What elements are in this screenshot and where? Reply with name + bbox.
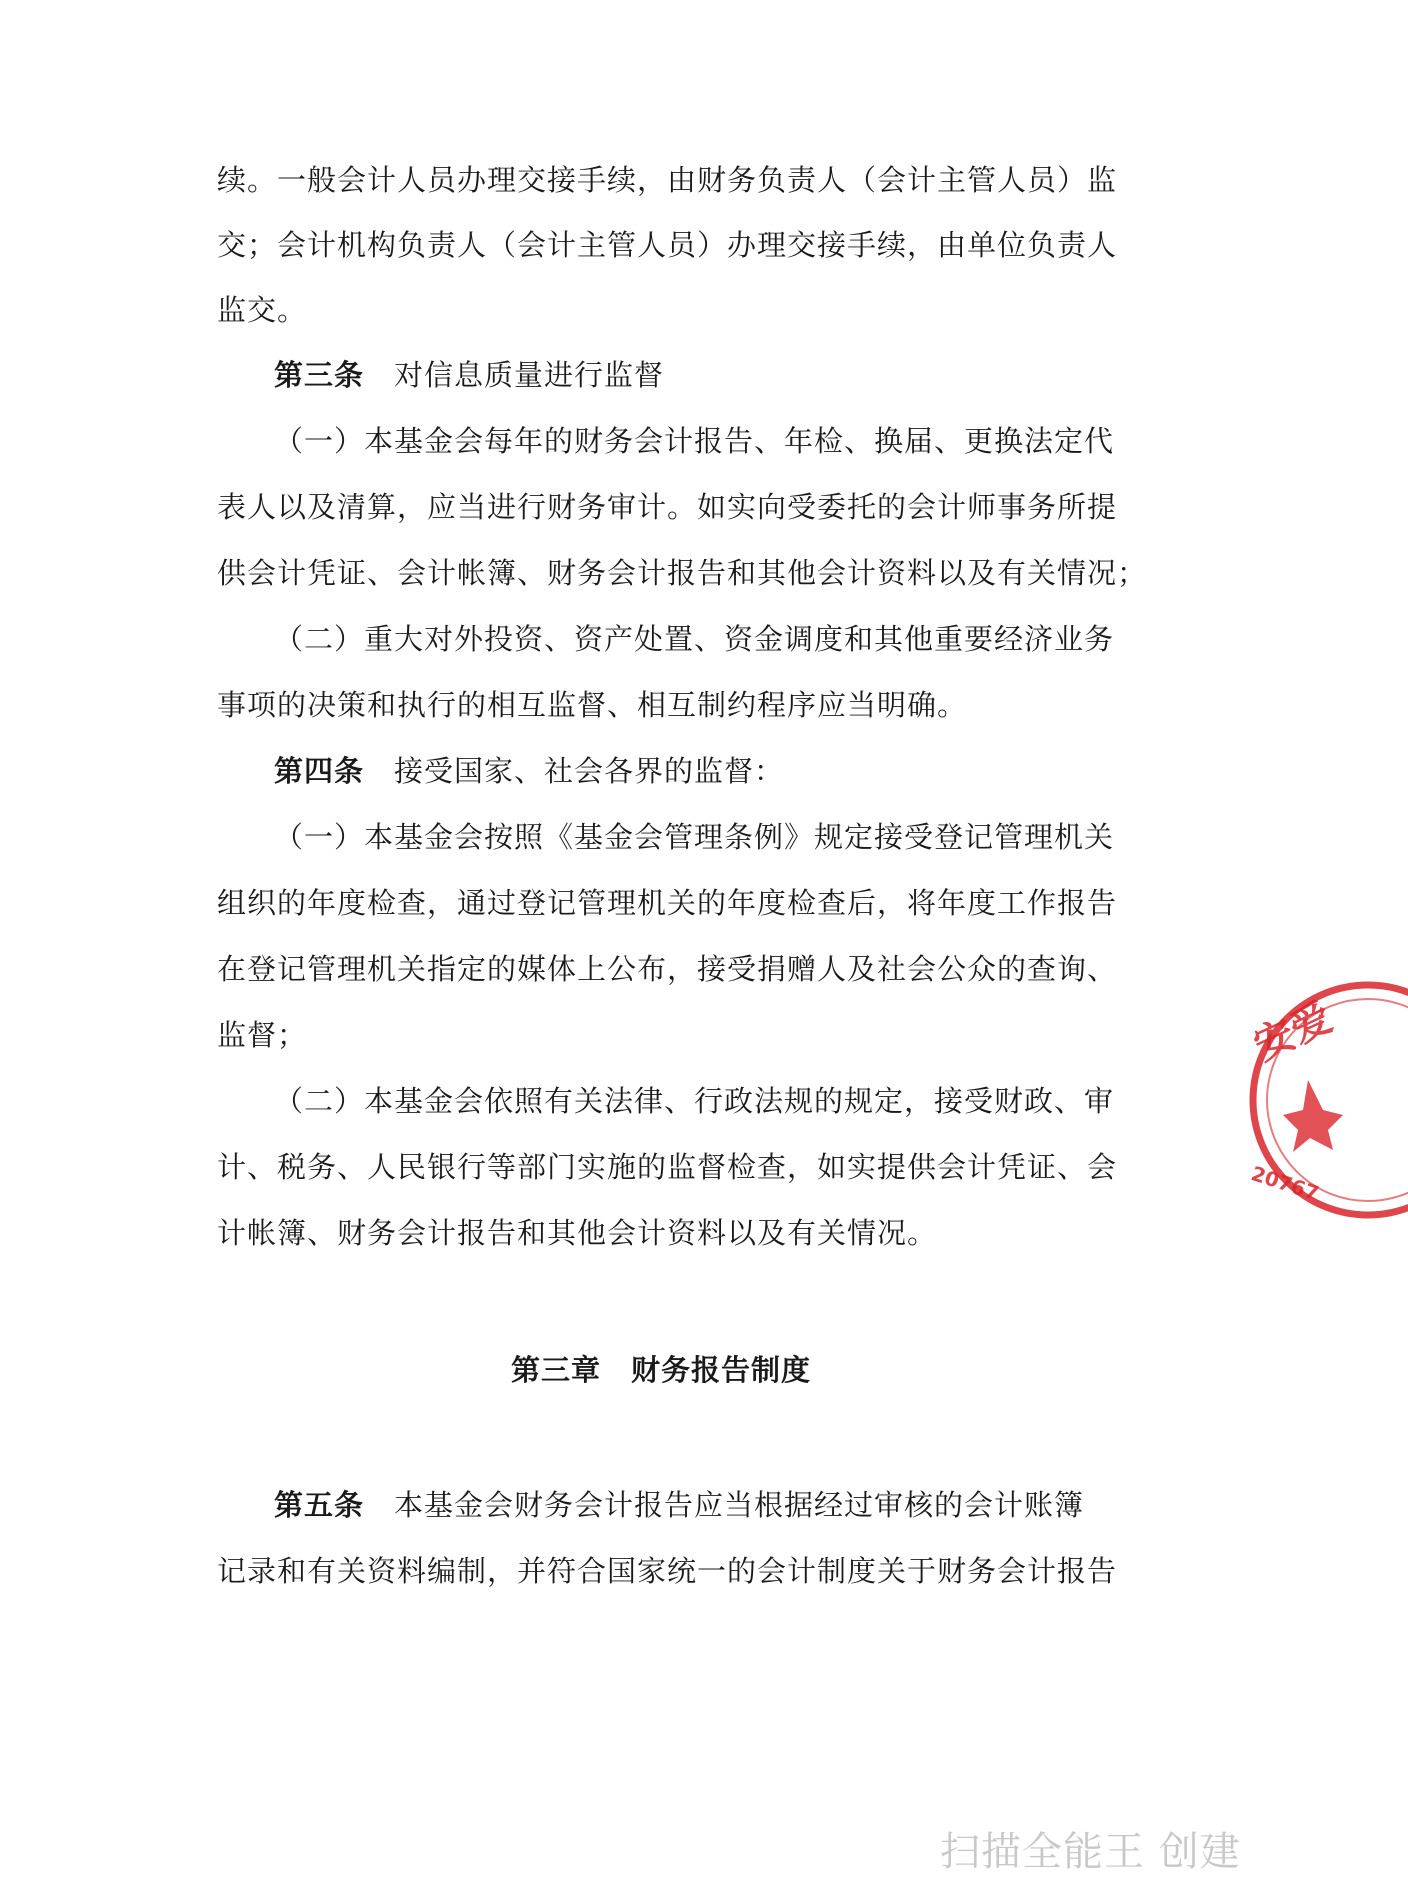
para1-line-3: 监交。: [217, 293, 308, 327]
article3-item1-line-1: （一）本基金会每年的财务会计报告、年检、换届、更换法定代: [274, 424, 1115, 458]
article3-item2-line-1: （二）重大对外投资、资产处置、资金调度和其他重要经济业务: [274, 622, 1115, 656]
chapter3-heading: [0, 1352, 1322, 1388]
article3-item2-line-2: 事项的决策和执行的相互监督、相互制约程序应当明确。: [217, 688, 968, 722]
svg-text:20767: 20767: [1248, 1161, 1322, 1206]
article4-item2-line-2: 计、税务、人民银行等部门实施的监督检查，如实提供会计凭证、会: [217, 1150, 1118, 1184]
article5-heading: [274, 1487, 1084, 1523]
article4-item1-line-3: 在登记管理机关指定的媒体上公布，接受捐赠人及社会公众的查询、: [217, 952, 1118, 986]
article4-item1-line-1: （一）本基金会按照《基金会管理条例》规定接受登记管理机关: [274, 820, 1115, 854]
chapter3-title: 财务报告制度: [631, 1353, 812, 1387]
article4-item1-line-4: 监督；: [217, 1018, 308, 1052]
article4-item2-line-3: 计帐簿、财务会计报告和其他会计资料以及有关情况。: [217, 1216, 938, 1250]
scanner-watermark: 扫描全能王 创建: [940, 1829, 1241, 1875]
article3-heading: [274, 357, 664, 393]
svg-text:安爱: 安爱: [1246, 993, 1340, 1070]
article5-number: 第五条: [274, 1488, 365, 1522]
article3-item1-line-2: 表人以及清算，应当进行财务审计。如实向受委托的会计师事务所提: [217, 490, 1118, 524]
article3-item1-line-3: 供会计凭证、会计帐簿、财务会计报告和其他会计资料以及有关情况；: [217, 556, 1148, 590]
article4-heading: [274, 753, 784, 789]
chapter3-number: 第三章: [510, 1353, 601, 1387]
article5-text: 本基金会财务会计报告应当根据经过审核的会计账簿: [394, 1488, 1085, 1522]
article4-number: 第四条: [274, 754, 365, 788]
article4-item1-line-2: 组织的年度检查，通过登记管理机关的年度检查后，将年度工作报告: [217, 886, 1118, 920]
red-seal-stamp: [1248, 970, 1408, 1230]
article4-title: 接受国家、社会各界的监督：: [394, 754, 785, 788]
article5-line-2: 记录和有关资料编制，并符合国家统一的会计制度关于财务会计报告: [217, 1554, 1118, 1588]
para1-line-2: 交；会计机构负责人（会计主管人员）办理交接手续，由单位负责人: [217, 228, 1118, 262]
article3-number: 第三条: [274, 358, 365, 392]
article3-title: 对信息质量进行监督: [394, 358, 665, 392]
article4-item2-line-1: （二）本基金会依照有关法律、行政法规的规定，接受财政、审: [274, 1084, 1115, 1118]
para1-line-1: 续。一般会计人员办理交接手续，由财务负责人（会计主管人员）监: [217, 163, 1118, 197]
